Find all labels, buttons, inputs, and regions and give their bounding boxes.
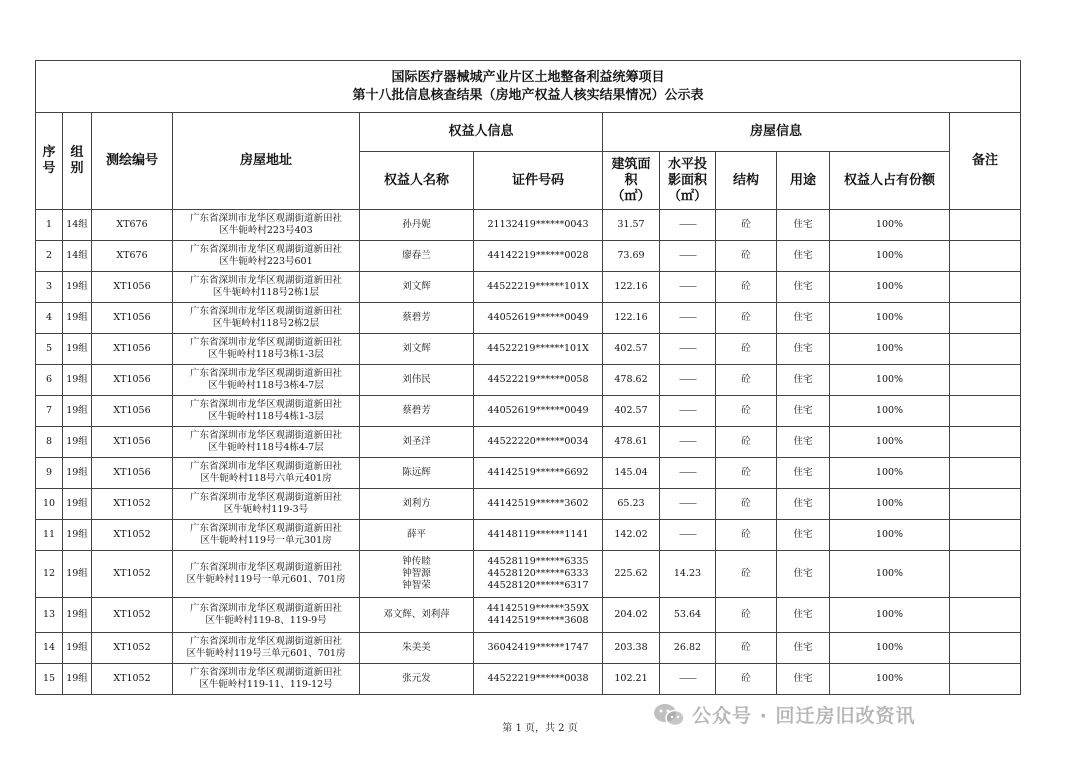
cell-share: 100% (830, 598, 950, 633)
owner-name: 孙丹妮 (402, 219, 431, 230)
cell-remark (950, 664, 1021, 695)
cell-proj-area: —— (660, 272, 716, 303)
id-number: 44522220******0034 (487, 436, 589, 447)
cell-share: 100% (830, 241, 950, 272)
cell-structure: 砼 (716, 520, 777, 551)
cell-group: 19组 (63, 334, 92, 365)
cell-id-no (474, 551, 603, 598)
header-proj-area: 水平投影面积（㎡） (660, 152, 716, 210)
address-line-2: 区牛轭岭村119号一单元301房 (200, 535, 332, 546)
cell-share: 100% (830, 551, 950, 598)
cell-structure: 砼 (716, 598, 777, 633)
header-structure: 结构 (716, 152, 777, 210)
cell-owner-name (360, 520, 474, 551)
cell-remark (950, 551, 1021, 598)
cell-share: 100% (830, 303, 950, 334)
cell-owner-name (360, 396, 474, 427)
cell-survey-no: XT1056 (92, 365, 173, 396)
cell-usage: 住宅 (777, 396, 830, 427)
cell-share: 100% (830, 365, 950, 396)
cell-structure: 砼 (716, 365, 777, 396)
cell-owner-name (360, 664, 474, 695)
cell-usage: 住宅 (777, 633, 830, 664)
page-footer: 第 1 页，共 2 页 (502, 723, 578, 734)
cell-proj-area: —— (660, 241, 716, 272)
cell-floor-area: 122.16 (603, 303, 660, 334)
cell-owner-name (360, 210, 474, 241)
cell-id-no (474, 272, 603, 303)
cell-owner-name (360, 303, 474, 334)
cell-structure: 砼 (716, 664, 777, 695)
owner-name: 钟智荣 (402, 580, 431, 591)
cell-group: 19组 (63, 427, 92, 458)
cell-structure: 砼 (716, 427, 777, 458)
cell-proj-area: 14.23 (660, 551, 716, 598)
cell-owner-name (360, 272, 474, 303)
table-row (36, 458, 1021, 489)
cell-floor-area: 142.02 (603, 520, 660, 551)
id-number: 21132419******0043 (487, 219, 589, 230)
cell-seq: 14 (36, 633, 63, 664)
owner-name: 张元发 (402, 673, 431, 684)
cell-share: 100% (830, 427, 950, 458)
cell-structure: 砼 (716, 210, 777, 241)
address-line-2: 区牛轭岭村223号601 (219, 256, 313, 267)
header-share: 权益人占有份额 (830, 152, 950, 210)
cell-remark (950, 334, 1021, 365)
header-remark: 备注 (950, 113, 1021, 210)
cell-address (173, 241, 360, 272)
owner-name: 廖春兰 (402, 250, 431, 261)
cell-share: 100% (830, 210, 950, 241)
cell-usage: 住宅 (777, 489, 830, 520)
cell-address (173, 633, 360, 664)
cell-remark (950, 272, 1021, 303)
cell-address (173, 520, 360, 551)
cell-floor-area: 73.69 (603, 241, 660, 272)
cell-seq: 11 (36, 520, 63, 551)
cell-floor-area: 204.02 (603, 598, 660, 633)
address-line-2: 区牛轭岭村223号403 (219, 225, 313, 236)
cell-share: 100% (830, 458, 950, 489)
header-survey-no: 测绘编号 (92, 113, 173, 210)
header-owner-info: 权益人信息 (360, 113, 603, 152)
owner-name: 刘圣洋 (402, 436, 431, 447)
cell-address (173, 458, 360, 489)
cell-seq: 15 (36, 664, 63, 695)
title-line-1: 国际医疗器械城产业片区土地整备利益统筹项目 (391, 69, 665, 85)
cell-id-no (474, 664, 603, 695)
address-line-2: 区牛轭岭村119-8、119-9号 (205, 615, 327, 626)
cell-address (173, 303, 360, 334)
wechat-icon (652, 702, 686, 728)
cell-survey-no: XT1056 (92, 334, 173, 365)
cell-share: 100% (830, 520, 950, 551)
cell-seq: 4 (36, 303, 63, 334)
address-line-1: 广东省深圳市龙华区观湖街道新田社 (189, 461, 342, 472)
cell-id-no (474, 598, 603, 633)
owner-name: 薛平 (406, 529, 426, 540)
id-number: 44052619******0049 (487, 405, 589, 416)
cell-usage: 住宅 (777, 598, 830, 633)
header-id-no: 证件号码 (474, 152, 603, 210)
cell-usage: 住宅 (777, 427, 830, 458)
owner-name: 陈远辉 (402, 467, 431, 478)
address-line-1: 广东省深圳市龙华区观湖街道新田社 (189, 213, 342, 224)
owner-name: 钟传睦 (402, 556, 431, 567)
cell-seq: 5 (36, 334, 63, 365)
address-line-1: 广东省深圳市龙华区观湖街道新田社 (189, 636, 342, 647)
cell-owner-name (360, 427, 474, 458)
cell-proj-area: —— (660, 303, 716, 334)
cell-id-no (474, 458, 603, 489)
cell-group: 19组 (63, 489, 92, 520)
cell-group: 19组 (63, 303, 92, 334)
cell-group: 19组 (63, 664, 92, 695)
cell-id-no (474, 427, 603, 458)
cell-share: 100% (830, 334, 950, 365)
address-line-1: 广东省深圳市龙华区观湖街道新田社 (189, 523, 342, 534)
cell-proj-area: 26.82 (660, 633, 716, 664)
cell-structure: 砼 (716, 241, 777, 272)
cell-id-no (474, 241, 603, 272)
table-row (36, 334, 1021, 365)
cell-seq: 8 (36, 427, 63, 458)
table-row (36, 598, 1021, 633)
cell-seq: 12 (36, 551, 63, 598)
cell-owner-name (360, 633, 474, 664)
cell-address (173, 489, 360, 520)
table-row (36, 427, 1021, 458)
cell-survey-no: XT1056 (92, 458, 173, 489)
cell-address (173, 334, 360, 365)
cell-seq: 13 (36, 598, 63, 633)
owner-name: 刘利方 (402, 498, 431, 509)
cell-survey-no: XT1056 (92, 427, 173, 458)
cell-proj-area: —— (660, 427, 716, 458)
address-line-1: 广东省深圳市龙华区观湖街道新田社 (189, 306, 342, 317)
id-number: 44142519******359X (487, 603, 589, 614)
watermark (652, 701, 915, 728)
table-row (36, 664, 1021, 695)
cell-group: 19组 (63, 272, 92, 303)
cell-share: 100% (830, 396, 950, 427)
cell-proj-area: 53.64 (660, 598, 716, 633)
cell-usage: 住宅 (777, 458, 830, 489)
address-line-2: 区牛轭岭村118号2栋1层 (212, 287, 320, 298)
header-seq: 序号 (36, 113, 63, 210)
header-group: 组别 (63, 113, 92, 210)
cell-usage: 住宅 (777, 272, 830, 303)
notice-table (35, 60, 1021, 695)
cell-seq: 7 (36, 396, 63, 427)
cell-remark (950, 396, 1021, 427)
cell-survey-no: XT676 (92, 241, 173, 272)
cell-address (173, 598, 360, 633)
cell-survey-no: XT1052 (92, 520, 173, 551)
id-number: 36042419******1747 (487, 642, 589, 653)
cell-floor-area: 102.21 (603, 664, 660, 695)
address-line-1: 广东省深圳市龙华区观湖街道新田社 (189, 244, 342, 255)
cell-seq: 3 (36, 272, 63, 303)
address-line-2: 区牛轭岭村118号4栋4-7层 (208, 442, 324, 453)
cell-group: 19组 (63, 551, 92, 598)
cell-survey-no: XT1052 (92, 551, 173, 598)
cell-structure: 砼 (716, 551, 777, 598)
cell-share: 100% (830, 633, 950, 664)
cell-remark (950, 241, 1021, 272)
cell-proj-area: —— (660, 210, 716, 241)
cell-proj-area: —— (660, 365, 716, 396)
cell-floor-area: 122.16 (603, 272, 660, 303)
cell-proj-area: —— (660, 458, 716, 489)
address-line-1: 广东省深圳市龙华区观湖街道新田社 (189, 275, 342, 286)
cell-address (173, 272, 360, 303)
cell-seq: 10 (36, 489, 63, 520)
cell-usage: 住宅 (777, 365, 830, 396)
cell-survey-no: XT1056 (92, 272, 173, 303)
cell-floor-area: 31.57 (603, 210, 660, 241)
cell-seq: 9 (36, 458, 63, 489)
cell-survey-no: XT676 (92, 210, 173, 241)
cell-usage: 住宅 (777, 520, 830, 551)
cell-remark (950, 210, 1021, 241)
cell-survey-no: XT1056 (92, 396, 173, 427)
cell-address (173, 551, 360, 598)
id-number: 44528119******6335 (487, 556, 589, 567)
cell-owner-name (360, 598, 474, 633)
address-line-2: 区牛轭岭村119-3号 (223, 504, 309, 515)
cell-structure: 砼 (716, 272, 777, 303)
cell-usage: 住宅 (777, 303, 830, 334)
id-number: 44522219******0038 (487, 673, 589, 684)
address-line-2: 区牛轭岭村118号六单元401房 (200, 473, 332, 484)
address-line-2: 区牛轭岭村119号一单元601、701房 (186, 574, 346, 585)
cell-structure: 砼 (716, 334, 777, 365)
id-number: 44052619******0049 (487, 312, 589, 323)
cell-owner-name (360, 489, 474, 520)
cell-usage: 住宅 (777, 664, 830, 695)
cell-owner-name (360, 365, 474, 396)
address-line-2: 区牛轭岭村118号2栋2层 (212, 318, 320, 329)
address-line-2: 区牛轭岭村119号三单元601、701房 (186, 648, 346, 659)
address-line-1: 广东省深圳市龙华区观湖街道新田社 (189, 368, 342, 379)
cell-floor-area: 478.62 (603, 365, 660, 396)
cell-remark (950, 489, 1021, 520)
header-house-info: 房屋信息 (603, 113, 950, 152)
table-row (36, 303, 1021, 334)
id-number: 44522219******101X (487, 343, 589, 354)
cell-proj-area: —— (660, 520, 716, 551)
address-line-2: 区牛轭岭村118号3栋4-7层 (208, 380, 324, 391)
owner-name: 蔡碧芳 (402, 312, 431, 323)
header-address: 房屋地址 (173, 113, 360, 210)
owner-name: 蔡碧芳 (402, 405, 431, 416)
cell-group: 19组 (63, 520, 92, 551)
owner-name: 刘文辉 (402, 343, 431, 354)
cell-id-no (474, 520, 603, 551)
header-floor-area: 建筑面积（㎡） (603, 152, 660, 210)
table-row (36, 633, 1021, 664)
cell-survey-no: XT1052 (92, 633, 173, 664)
cell-usage: 住宅 (777, 551, 830, 598)
id-number: 44142519******3602 (487, 498, 589, 509)
address-line-1: 广东省深圳市龙华区观湖街道新田社 (189, 667, 342, 678)
cell-seq: 6 (36, 365, 63, 396)
cell-floor-area: 478.61 (603, 427, 660, 458)
cell-floor-area: 225.62 (603, 551, 660, 598)
cell-group: 14组 (63, 241, 92, 272)
id-number: 44522219******0058 (487, 374, 589, 385)
owner-name: 邓文辉、刘利萍 (383, 609, 450, 620)
cell-owner-name (360, 241, 474, 272)
address-line-2: 区牛轭岭村118号3栋1-3层 (208, 349, 324, 360)
cell-share: 100% (830, 272, 950, 303)
cell-proj-area: —— (660, 334, 716, 365)
cell-group: 19组 (63, 458, 92, 489)
id-number: 44142219******0028 (487, 250, 589, 261)
header-owner-name: 权益人名称 (360, 152, 474, 210)
address-line-1: 广东省深圳市龙华区观湖街道新田社 (189, 603, 342, 614)
owner-name: 钟智源 (402, 568, 431, 579)
table-row (36, 551, 1021, 598)
cell-seq: 2 (36, 241, 63, 272)
cell-structure: 砼 (716, 396, 777, 427)
cell-survey-no: XT1052 (92, 598, 173, 633)
cell-id-no (474, 489, 603, 520)
cell-floor-area: 65.23 (603, 489, 660, 520)
cell-survey-no: XT1052 (92, 664, 173, 695)
cell-group: 19组 (63, 396, 92, 427)
cell-owner-name (360, 458, 474, 489)
id-number: 44148119******1141 (487, 529, 589, 540)
cell-id-no (474, 365, 603, 396)
cell-remark (950, 598, 1021, 633)
cell-floor-area: 203.38 (603, 633, 660, 664)
cell-id-no (474, 633, 603, 664)
cell-usage: 住宅 (777, 334, 830, 365)
cell-structure: 砼 (716, 458, 777, 489)
id-number: 44528120******6333 (487, 568, 589, 579)
cell-share: 100% (830, 664, 950, 695)
owner-name: 朱美美 (402, 642, 431, 653)
address-line-1: 广东省深圳市龙华区观湖街道新田社 (189, 562, 342, 573)
cell-usage: 住宅 (777, 210, 830, 241)
table-row (36, 489, 1021, 520)
address-line-2: 区牛轭岭村118号4栋1-3层 (208, 411, 324, 422)
watermark-text: 公众号 · 回迁房旧改资讯 (692, 705, 916, 727)
table-row (36, 365, 1021, 396)
cell-address (173, 210, 360, 241)
cell-address (173, 396, 360, 427)
cell-id-no (474, 210, 603, 241)
table-title (36, 61, 1021, 113)
cell-group: 19组 (63, 365, 92, 396)
cell-group: 19组 (63, 598, 92, 633)
cell-group: 19组 (63, 633, 92, 664)
cell-floor-area: 402.57 (603, 334, 660, 365)
table-row (36, 272, 1021, 303)
cell-owner-name (360, 334, 474, 365)
cell-id-no (474, 334, 603, 365)
cell-address (173, 664, 360, 695)
cell-remark (950, 427, 1021, 458)
id-number: 44528120******6317 (487, 580, 589, 591)
cell-address (173, 365, 360, 396)
cell-owner-name (360, 551, 474, 598)
cell-floor-area: 402.57 (603, 396, 660, 427)
table-row (36, 520, 1021, 551)
cell-floor-area: 145.04 (603, 458, 660, 489)
owner-name: 刘伟民 (402, 374, 431, 385)
cell-remark (950, 633, 1021, 664)
owner-name: 刘文辉 (402, 281, 431, 292)
table-row (36, 241, 1021, 272)
address-line-1: 广东省深圳市龙华区观湖街道新田社 (189, 337, 342, 348)
cell-proj-area: —— (660, 489, 716, 520)
address-line-1: 广东省深圳市龙华区观湖街道新田社 (189, 492, 342, 503)
id-number: 44522219******101X (487, 281, 589, 292)
header-usage: 用途 (777, 152, 830, 210)
table-row (36, 396, 1021, 427)
cell-usage: 住宅 (777, 241, 830, 272)
cell-remark (950, 303, 1021, 334)
id-number: 44142519******6692 (487, 467, 589, 478)
table-row (36, 210, 1021, 241)
address-line-2: 区牛轭岭村119-11、119-12号 (199, 679, 333, 690)
cell-proj-area: —— (660, 664, 716, 695)
cell-group: 14组 (63, 210, 92, 241)
cell-share: 100% (830, 489, 950, 520)
cell-remark (950, 365, 1021, 396)
cell-remark (950, 458, 1021, 489)
address-line-1: 广东省深圳市龙华区观湖街道新田社 (189, 399, 342, 410)
cell-survey-no: XT1056 (92, 303, 173, 334)
cell-structure: 砼 (716, 489, 777, 520)
cell-id-no (474, 303, 603, 334)
title-line-2: 第十八批信息核查结果（房地产权益人核实结果情况）公示表 (352, 87, 704, 103)
cell-structure: 砼 (716, 633, 777, 664)
address-line-1: 广东省深圳市龙华区观湖街道新田社 (189, 430, 342, 441)
cell-id-no (474, 396, 603, 427)
cell-proj-area: —— (660, 396, 716, 427)
cell-remark (950, 520, 1021, 551)
cell-seq: 1 (36, 210, 63, 241)
cell-structure: 砼 (716, 303, 777, 334)
cell-address (173, 427, 360, 458)
id-number: 44142519******3608 (487, 615, 589, 626)
cell-survey-no: XT1052 (92, 489, 173, 520)
